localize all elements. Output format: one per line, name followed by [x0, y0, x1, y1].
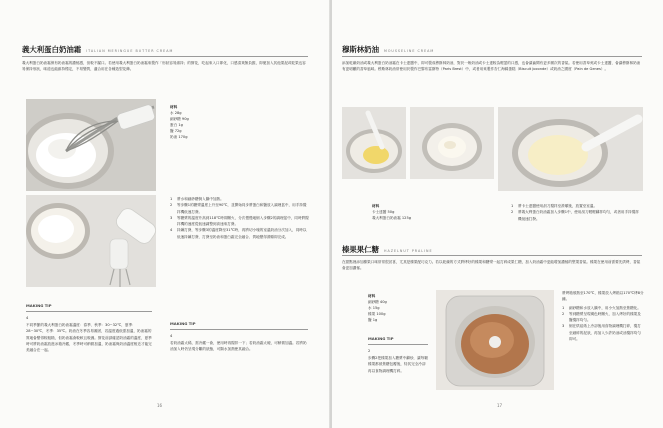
ingredients-list [372, 203, 472, 221]
left-page [0, 0, 330, 428]
left-title-row [22, 44, 173, 55]
recipe-intro: 義大利蛋白奶油霜保有奶油霜的濃郁感，但較不膩口。若使用義大利蛋白奶油霜來製作「形狀容易維持」的擠花，吃起來入口即化，口感清爽無負擔，即便加入其他果泥或乾果也容易保持形狀，味道也能維持穩定，不易變質，適合用在各種造型花飾。 [22, 61, 306, 72]
step-text: 等到糖漿呈現褐色時關火，加入烤好的榛果及鹽攪拌均勻。 [569, 311, 641, 323]
making-tip-title: MAKING TIP [26, 303, 52, 308]
step-text: 持續打發，等步驟3的溫度降至31℃時，再將切小塊的室溫奶油分次加入，同時以低速持續打發，打發至奶油和蛋白霜完全融合、質地變得滑順即完成。 [177, 228, 307, 239]
step-text: 將卡士達醬使用刮刀攪拌至滑順後，放置至室溫。 [518, 204, 598, 208]
whisking-illustration [26, 99, 156, 191]
ingredient-item: 水 15g [368, 306, 380, 310]
step-number: 3 [562, 324, 565, 329]
mixed-cream-photo [498, 107, 643, 191]
page-number: 16 [157, 403, 163, 408]
steps-list [511, 203, 641, 222]
step-number: 2 [170, 203, 173, 208]
tip-divider-2 [170, 329, 308, 330]
step-number: 2 [562, 311, 565, 316]
custard-bowl-photo [342, 107, 406, 179]
right-title-row [342, 44, 434, 55]
praline-ingredients [368, 293, 428, 323]
step-item [511, 209, 641, 222]
step-item [562, 323, 644, 342]
ingredient-item: 蛋白 1g [170, 123, 183, 127]
praline-title-row [342, 244, 433, 255]
praline-steps [562, 290, 644, 342]
ingredients-list [170, 104, 230, 140]
ingredients-label: 材料 [368, 294, 376, 298]
ingredient-item: 義大利蛋白奶油霜 125g [372, 216, 412, 220]
whisking-photo [26, 99, 156, 191]
ingredient-item: 細砂糖 90g [170, 117, 189, 121]
praline-tip-text: 步驟2把榛果加入糖漿中翻炒，讓每顆榛果都被焦糖包覆後，待其完全冷卻再以食物調理機打碎。 [368, 356, 428, 373]
step-item [170, 215, 310, 228]
praline-tip-title: MAKING TIP [368, 336, 394, 341]
ingredients-label: 材料 [372, 204, 380, 208]
step-item [170, 227, 310, 240]
cream-bowl-illustration [410, 107, 494, 179]
ingredient-item: 奶油 170g [170, 135, 188, 139]
title-divider [22, 56, 308, 57]
mixed-cream-illustration [498, 107, 643, 191]
recipe-intro: 添加乾燥奶油或義大利蛋白奶油霜在卡士達醬中，即可製成穆斯林奶油，對於一般奶油或卡士達較為輕盈的口感，也會讓齒間有更多層次的香氣。若使用香草莢或卡士達醬，會讓穆斯林奶油有更明顯的香草風味。穆斯林奶油常使用於製作巴黎布雷斯特（Paris Brest）中，或者用來製作杏仁海綿蛋糕（Biscuit Joconde）或奶油之國度（Pain de Genes）。 [342, 61, 641, 72]
praline-divider [342, 255, 642, 256]
step-text: 等步驟1的糖漿溫度上升至90℃，並開始同步將蛋白和鹽放入調理盆中，用手持攪拌機低速打發。 [177, 203, 307, 214]
page-number: 17 [497, 403, 503, 408]
praline-subtitle: HAZELNUT PRALINE [383, 249, 433, 253]
mixer-illustration [26, 195, 156, 287]
step-number: 2 [511, 210, 514, 215]
step-item [562, 311, 644, 324]
step-number: 1 [170, 197, 173, 201]
steps-list [170, 196, 310, 240]
step-number: 1 [511, 204, 514, 208]
step-text: 細砂糖和水放入鍋中，用小火加熱至焦糖化。 [569, 305, 641, 310]
ingredients-label: 材料 [170, 105, 178, 109]
recipe-subtitle: ITALIAN MERINGUE BUTTER CREAM [86, 49, 174, 53]
step-number: 4 [170, 228, 173, 233]
cream-bowl-photo [410, 107, 494, 179]
praline-tip-divider [368, 344, 428, 345]
ingredient-item: 榛果 100g [368, 312, 386, 316]
food-processor-illustration [436, 290, 554, 390]
ingredient-item: 鹽 72g [170, 129, 182, 133]
making-tip-text-2: 若奶油霜太稀，需冷藏一會，使用時再攪拌一下；若奶油霜太硬，可稍微加溫。若將奶油加入時仍呈現分離的狀態，可隔水加熱使其融合。 [170, 341, 307, 352]
step-item [170, 202, 310, 215]
step-text: 將水和細砂糖倒入鍋中加熱。 [177, 197, 224, 201]
custard-bowl-illustration [342, 107, 406, 179]
making-tip-number-2: 4 [170, 334, 173, 338]
title-divider [342, 56, 642, 57]
praline-tip-number: 2 [368, 349, 371, 353]
making-tip-title-2: MAKING TIP [170, 321, 196, 326]
step-number: 1 [562, 305, 565, 310]
step-text: 將義大利蛋白奶油霜加入步驟1中，使用刮刀輕輕翻拌均勻，或者用手持攪拌機低速打發。 [518, 210, 639, 221]
tip-divider [26, 311, 152, 312]
ingredient-item: 鹽 1g [368, 318, 378, 322]
praline-title: 榛果果仁糖 [342, 245, 379, 254]
mixer-photo [26, 195, 156, 287]
making-tip-number: 4 [26, 316, 29, 320]
right-page [332, 0, 663, 428]
step-text: 等糖漿的溫度升高到118℃時即關火，分次慢慢地倒入步驟2的調理盆中，同時將攪拌機的速度從低速調整到高速來打發。 [177, 215, 309, 227]
ingredient-item: 卡士達醬 50g [372, 210, 395, 214]
making-tip-text: 不同季節的義大利蛋白奶油霜溫度：春季、秋季：30~32℃，夏季：28~30℃，冬季：35℃。奶油在冬季容易凝固，若溫度過低需加溫，奶油霜的質地會變得較粗糙，但奶油霜會較軟且較濕。擠花前請確認奶油霜的溫度，夏季時可將奶油霜放進冰箱冷藏，冬季時可稍微加溫，奶油霜與奶油溫度相近才能完美融合在一起。 [26, 323, 152, 353]
ingredient-item: 水 28g [170, 111, 182, 115]
praline-steps-intro: 將烤箱預熱至170℃，榛果放入烤箱以170℃烤8分鐘。 [562, 291, 644, 302]
ingredient-item: 細砂糖 40g [368, 300, 387, 304]
recipe-subtitle: MOUSSELINE CREAM [383, 49, 435, 53]
food-processor-photo [436, 290, 554, 390]
step-text: 倒在烘焙紙上冷卻後用食物調理機打碎，攪打至細碎的泥狀，再加入少許奶油或油攪拌均勻即可。 [569, 324, 641, 342]
step-number: 3 [170, 215, 173, 220]
recipe-title: 穆斯林奶油 [342, 45, 379, 54]
praline-intro: 在甜點裡添加榛果口味常常很討喜，尤其是榛果配巧克力。若以乾燥的方式將烤好的榛果和糖漿一起打碎成果仁糖，加入奶油霜中更能增加濃郁的堅果香氣。榛果在使用前需要先烘烤，香氣會更加濃郁。 [342, 260, 641, 271]
recipe-title: 義大利蛋白奶油霜 [22, 45, 82, 54]
